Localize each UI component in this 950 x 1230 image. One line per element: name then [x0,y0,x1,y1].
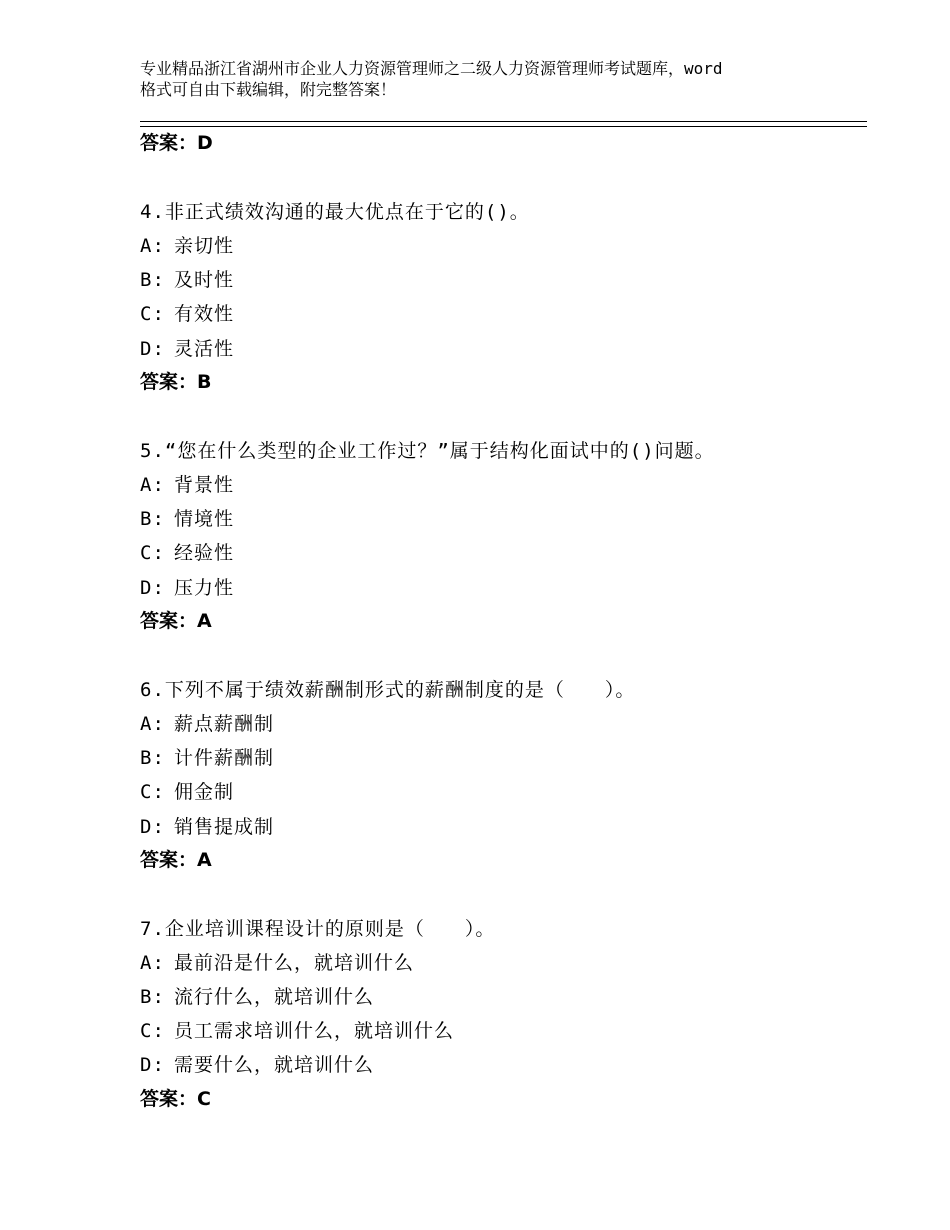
question-4-option-c: C: 有效性 [140,303,235,325]
question-4-option-d: D: 灵活性 [140,338,235,360]
document-header [140,58,840,100]
question-6-option-a: A: 薪点薪酬制 [140,713,275,735]
question-4-option-a: A: 亲切性 [140,235,235,257]
question-7-option-c: C: 员工需求培训什么，就培训什么 [140,1020,455,1042]
question-5-option-d: D: 压力性 [140,577,235,599]
question-6-option-d: D: 销售提成制 [140,816,275,838]
header-rule-bottom [140,126,867,127]
question-6-option-b: B: 计件薪酬制 [140,747,275,769]
question-7-answer: 答案：C [140,1088,211,1110]
question-4-option-b: B: 及时性 [140,269,235,291]
question-7-option-d: D: 需要什么，就培训什么 [140,1054,375,1076]
question-6-option-c: C: 佣金制 [140,781,235,803]
question-7-option-a: A: 最前沿是什么，就培训什么 [140,952,415,974]
header-line-2: 格式可自由下载编辑，附完整答案！ [140,80,397,99]
question-5-option-a: A: 背景性 [140,474,235,496]
question-4-text: 4.非正式绩效沟通的最大优点在于它的()。 [140,201,530,223]
question-6-answer: 答案：A [140,849,212,871]
question-5-option-c: C: 经验性 [140,542,235,564]
answer-prev: 答案：D [140,132,213,154]
question-5-option-b: B: 情境性 [140,508,235,530]
question-6-text: 6.下列不属于绩效薪酬制形式的薪酬制度的是（ ）。 [140,679,636,701]
header-rule-top [140,121,867,122]
question-7-text: 7.企业培训课程设计的原则是（ ）。 [140,918,496,940]
question-5-answer: 答案：A [140,610,212,632]
header-line-1: 专业精品浙江省湖州市企业人力资源管理师之二级人力资源管理师考试题库，word [140,59,723,78]
question-5-text: 5.“您在什么类型的企业工作过？”属于结构化面试中的()问题。 [140,440,715,462]
question-7-option-b: B: 流行什么，就培训什么 [140,986,375,1008]
question-4-answer: 答案：B [140,371,212,393]
